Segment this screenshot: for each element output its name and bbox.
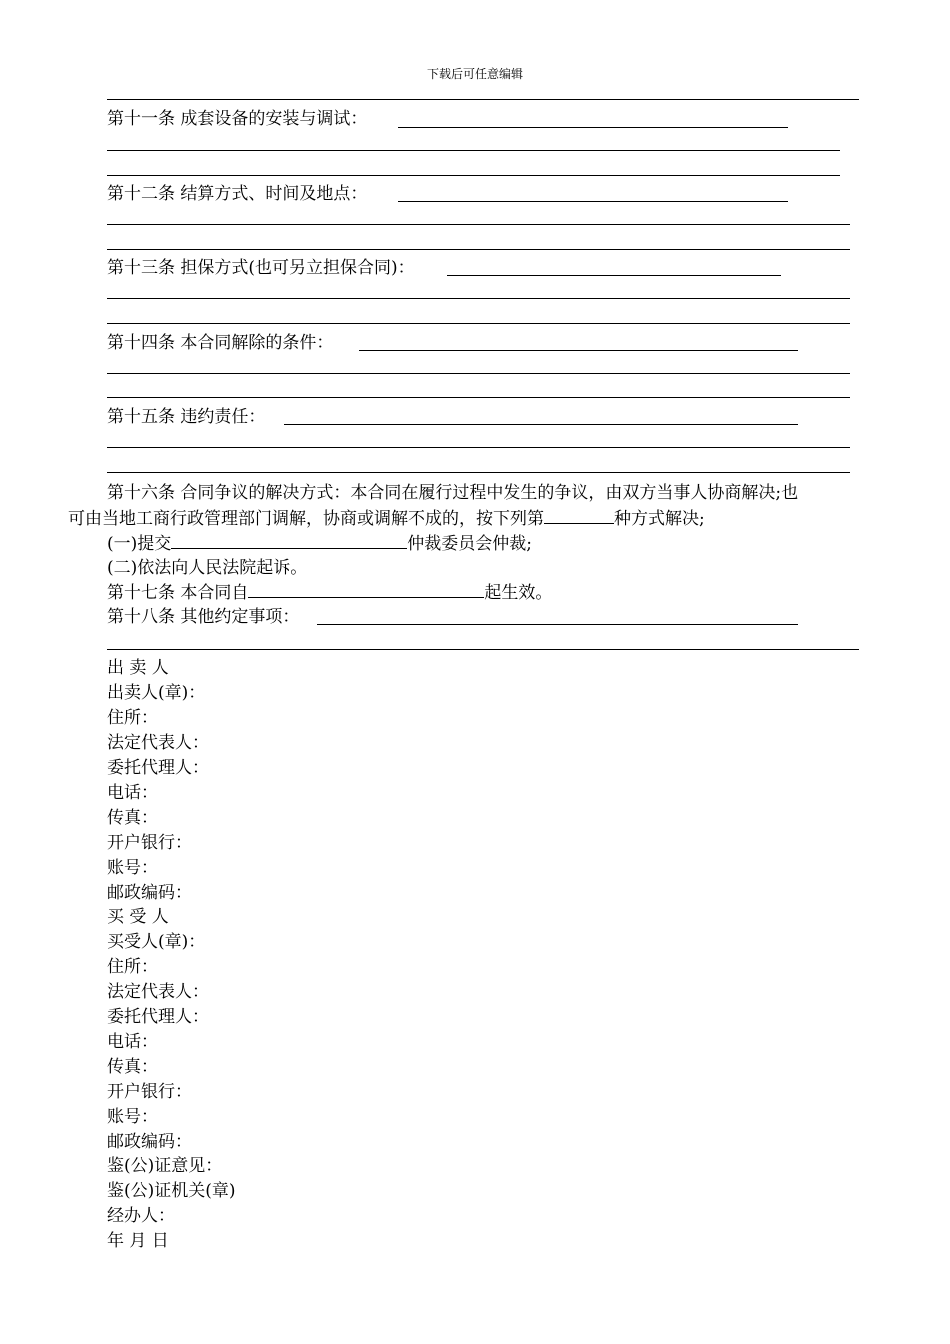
buyer-bank-field: 开户银行： xyxy=(107,1082,192,1102)
seller-account-field: 账号： xyxy=(107,858,158,878)
clause-16-option-1: (一)提交 仲裁委员会仲裁; xyxy=(107,534,532,554)
clause-11-blank xyxy=(398,127,788,128)
clause-16-option-2: (二)依法向人民法院起诉。 xyxy=(107,558,308,578)
clause-17-blank xyxy=(248,581,484,598)
clause-16-line2: 可由当地工商行政管理部门调解，协商或调解不成的，按下列第 种方式解决; xyxy=(68,509,705,529)
notary-handler: 经办人： xyxy=(107,1206,175,1226)
arbitration-blank xyxy=(171,532,407,549)
seller-legal-rep-field: 法定代表人： xyxy=(107,733,209,753)
clause-12-line xyxy=(107,249,850,250)
clause-13: 第十三条 担保方式(也可另立担保合同)： xyxy=(107,258,415,278)
buyer-phone-field: 电话： xyxy=(107,1032,158,1052)
clause-15-blank xyxy=(284,424,798,425)
clause-14-blank xyxy=(359,350,798,351)
notary-authority: 鉴(公)证机关(章) xyxy=(107,1181,236,1201)
buyer-account-field: 账号： xyxy=(107,1107,158,1127)
seller-address-field: 住所： xyxy=(107,708,158,728)
seller-seal-field: 出卖人(章)： xyxy=(107,683,206,703)
seller-phone-field: 电话： xyxy=(107,783,158,803)
seller-agent-field: 委托代理人： xyxy=(107,758,209,778)
clause-16-blank xyxy=(544,507,614,524)
clause-18-blank xyxy=(317,624,798,625)
clause-11: 第十一条 成套设备的安装与调试： xyxy=(107,109,368,129)
clause-11-line xyxy=(107,175,840,176)
clause-14-line xyxy=(107,397,850,398)
seller-postcode-field: 邮政编码： xyxy=(107,883,192,903)
buyer-agent-field: 委托代理人： xyxy=(107,1007,209,1027)
clause-13-blank xyxy=(447,275,781,276)
buyer-postcode-field: 邮政编码： xyxy=(107,1132,192,1152)
clause-14: 第十四条 本合同解除的条件： xyxy=(107,333,334,353)
clause-13-line xyxy=(107,298,850,299)
buyer-address-field: 住所： xyxy=(107,957,158,977)
clause-15-line xyxy=(107,447,850,448)
buyer-fax-field: 传真： xyxy=(107,1057,158,1077)
clause-15-line xyxy=(107,472,850,473)
header-rule xyxy=(107,99,859,100)
clause-16-line1: 第十六条 合同争议的解决方式：本合同在履行过程中发生的争议，由双方当事人协商解决;也 xyxy=(107,483,799,503)
clause-13-line xyxy=(107,323,850,324)
buyer-legal-rep-field: 法定代表人： xyxy=(107,982,209,1002)
clause-12-blank xyxy=(398,201,788,202)
clause-18-line xyxy=(107,649,859,650)
clause-15: 第十五条 违约责任： xyxy=(107,407,266,427)
clause-12: 第十二条 结算方式、时间及地点： xyxy=(107,184,368,204)
buyer-heading: 买 受 人 xyxy=(107,907,169,927)
notary-date: 年 月 日 xyxy=(107,1231,169,1251)
clause-12-line xyxy=(107,224,850,225)
buyer-seal-field: 买受人(章)： xyxy=(107,932,206,952)
seller-fax-field: 传真： xyxy=(107,808,158,828)
clause-11-line xyxy=(107,150,840,151)
clause-14-line xyxy=(107,373,850,374)
clause-18: 第十八条 其他约定事项： xyxy=(107,607,300,627)
page-header-note: 下载后可任意编辑 xyxy=(426,67,523,81)
clause-17: 第十七条 本合同自 起生效。 xyxy=(107,583,553,603)
notary-opinion: 鉴(公)证意见： xyxy=(107,1156,223,1176)
seller-heading: 出 卖 人 xyxy=(107,658,169,678)
seller-bank-field: 开户银行： xyxy=(107,833,192,853)
